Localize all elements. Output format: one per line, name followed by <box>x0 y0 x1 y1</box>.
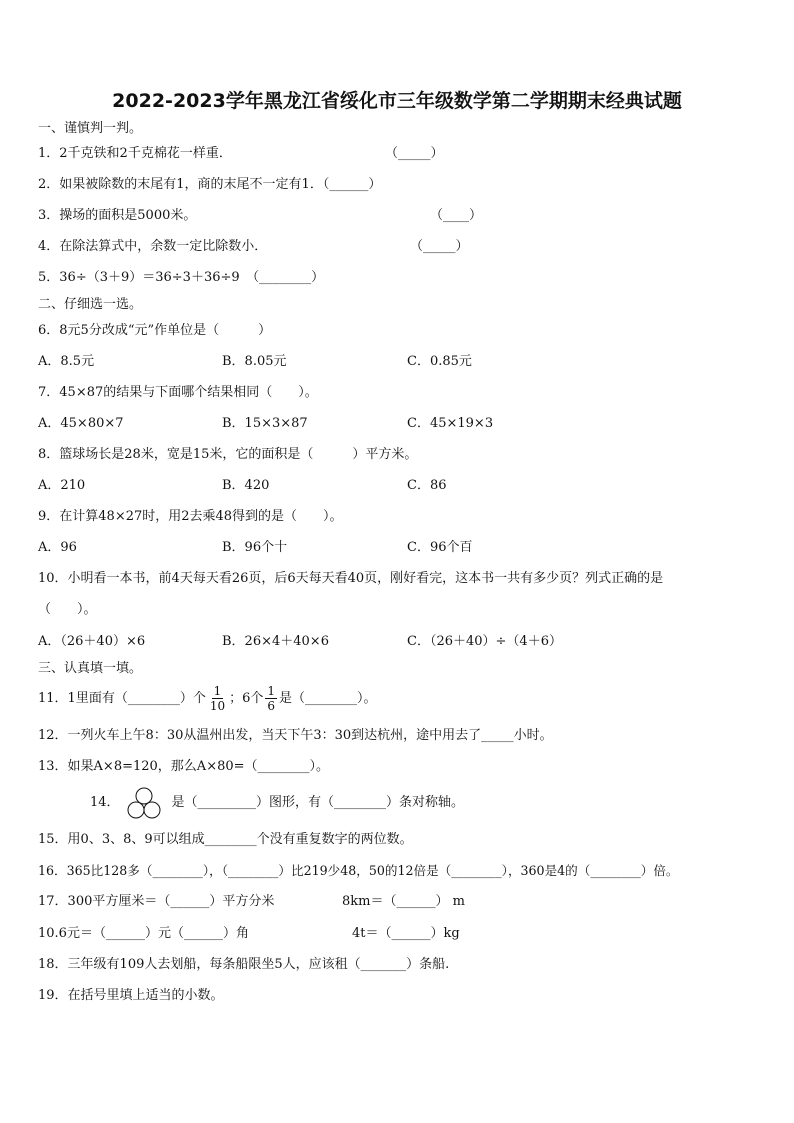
section-heading-2: 二、仔细选一选。 <box>38 297 143 312</box>
numerator: 1 <box>213 684 222 698</box>
option-c: C．0.85元 <box>407 354 472 369</box>
question-text: 是（________）。 <box>279 691 377 706</box>
question-9: 9．在计算48×27时，用2去乘48得到的是（ ）。 <box>38 509 343 524</box>
question-17-part-b: 8km＝（______） m <box>342 894 465 909</box>
question-1 <box>38 145 232 163</box>
question-4: 4．在除法算式中，余数一定比除数小． <box>38 239 268 254</box>
question-3: 3．操场的面积是5000米。 <box>38 208 197 223</box>
option-a: A．210 <box>38 478 86 493</box>
option-b: B．26×4＋40×6 <box>222 634 329 649</box>
denominator: 10 <box>209 699 226 713</box>
section-heading-3: 三、认真填一填。 <box>38 661 143 676</box>
three-circles-figure <box>126 787 162 819</box>
page-title: 2022-2023学年黑龙江省绥化市三年级数学第二学期期末经典试题 <box>112 90 682 112</box>
option-b: B．96个十 <box>222 540 288 555</box>
question-8: 8．篮球场长是28米，宽是15米，它的面积是（ ）平方米。 <box>38 447 418 462</box>
option-c: C．45×19×3 <box>407 416 494 431</box>
option-c: C．（26＋40）÷（4＋6） <box>407 634 562 649</box>
option-a: A．8.5元 <box>38 354 95 369</box>
question-14 <box>90 786 464 820</box>
question-17: 17．300平方厘米＝（______）平方分米 <box>38 894 275 909</box>
question-19: 19．在括号里填上适当的小数。 <box>38 988 224 1003</box>
question-7: 7．45×87的结果与下面哪个结果相同（ ）。 <box>38 385 318 400</box>
answer-blank: （____） <box>430 208 483 223</box>
option-b: B．8.05元 <box>222 354 287 369</box>
answer-blank: （_____） <box>410 239 469 254</box>
question-6: 6．8元5分改成“元”作单位是（ ） <box>38 323 272 338</box>
denominator: 6 <box>267 699 276 713</box>
question-18: 18．三年级有109人去划船，每条船限坐5人，应该租（_______）条船. <box>38 957 450 972</box>
option-a: A．（26＋40）×6 <box>38 634 146 649</box>
question-12: 12．一列火车上午8：30从温州出发，当天下午3：30到达杭州，途中用去了_____小时。 <box>38 728 553 743</box>
answer-blank: （_____） <box>385 146 444 161</box>
question-text: ；6个 <box>229 691 264 706</box>
question-17-part-c: 10.6元＝（______）元（______）角 <box>38 926 249 941</box>
question-text: 是（_________）图形，有（________）条对称轴。 <box>171 795 465 810</box>
question-10-continued: （ ）。 <box>38 602 97 617</box>
option-c: C．96个百 <box>407 540 473 555</box>
question-2: 2．如果被除数的末尾有1，商的末尾不一定有1．（______） <box>38 177 382 192</box>
option-a: A．96 <box>38 540 77 555</box>
option-b: B．15×3×87 <box>222 416 308 431</box>
question-number: 14． <box>90 795 120 810</box>
question-11 <box>38 682 377 716</box>
option-c: C．86 <box>407 478 447 493</box>
section-heading-1: 一、谨慎判一判。 <box>38 121 143 136</box>
numerator: 1 <box>267 684 276 698</box>
question-5: 5．36÷（3＋9）＝36÷3＋36÷9 （________） <box>38 270 325 285</box>
question-10: 10．小明看一本书，前4天每天看26页，后6天每天看40页，刚好看完，这本书一共有多少页？列式正确的是 <box>38 571 664 586</box>
question-16: 16．365比128多（________），（________）比219少48，50的12倍是（________），360是4的（________）倍。 <box>38 863 679 878</box>
question-13: 13．如果A×8=120，那么A×80=（________）。 <box>38 759 330 774</box>
fraction <box>265 684 277 713</box>
question-15: 15．用0、3、8、9可以组成________个没有重复数字的两位数。 <box>38 832 413 847</box>
question-17-part-d: 4t＝（______）kg <box>352 926 460 941</box>
question-text: 1．2千克铁和2千克棉花一样重． <box>38 146 232 161</box>
question-text: 11．1里面有（________）个 <box>38 691 206 706</box>
option-b: B．420 <box>222 478 270 493</box>
fraction <box>208 684 227 713</box>
option-a: A．45×80×7 <box>38 416 124 431</box>
